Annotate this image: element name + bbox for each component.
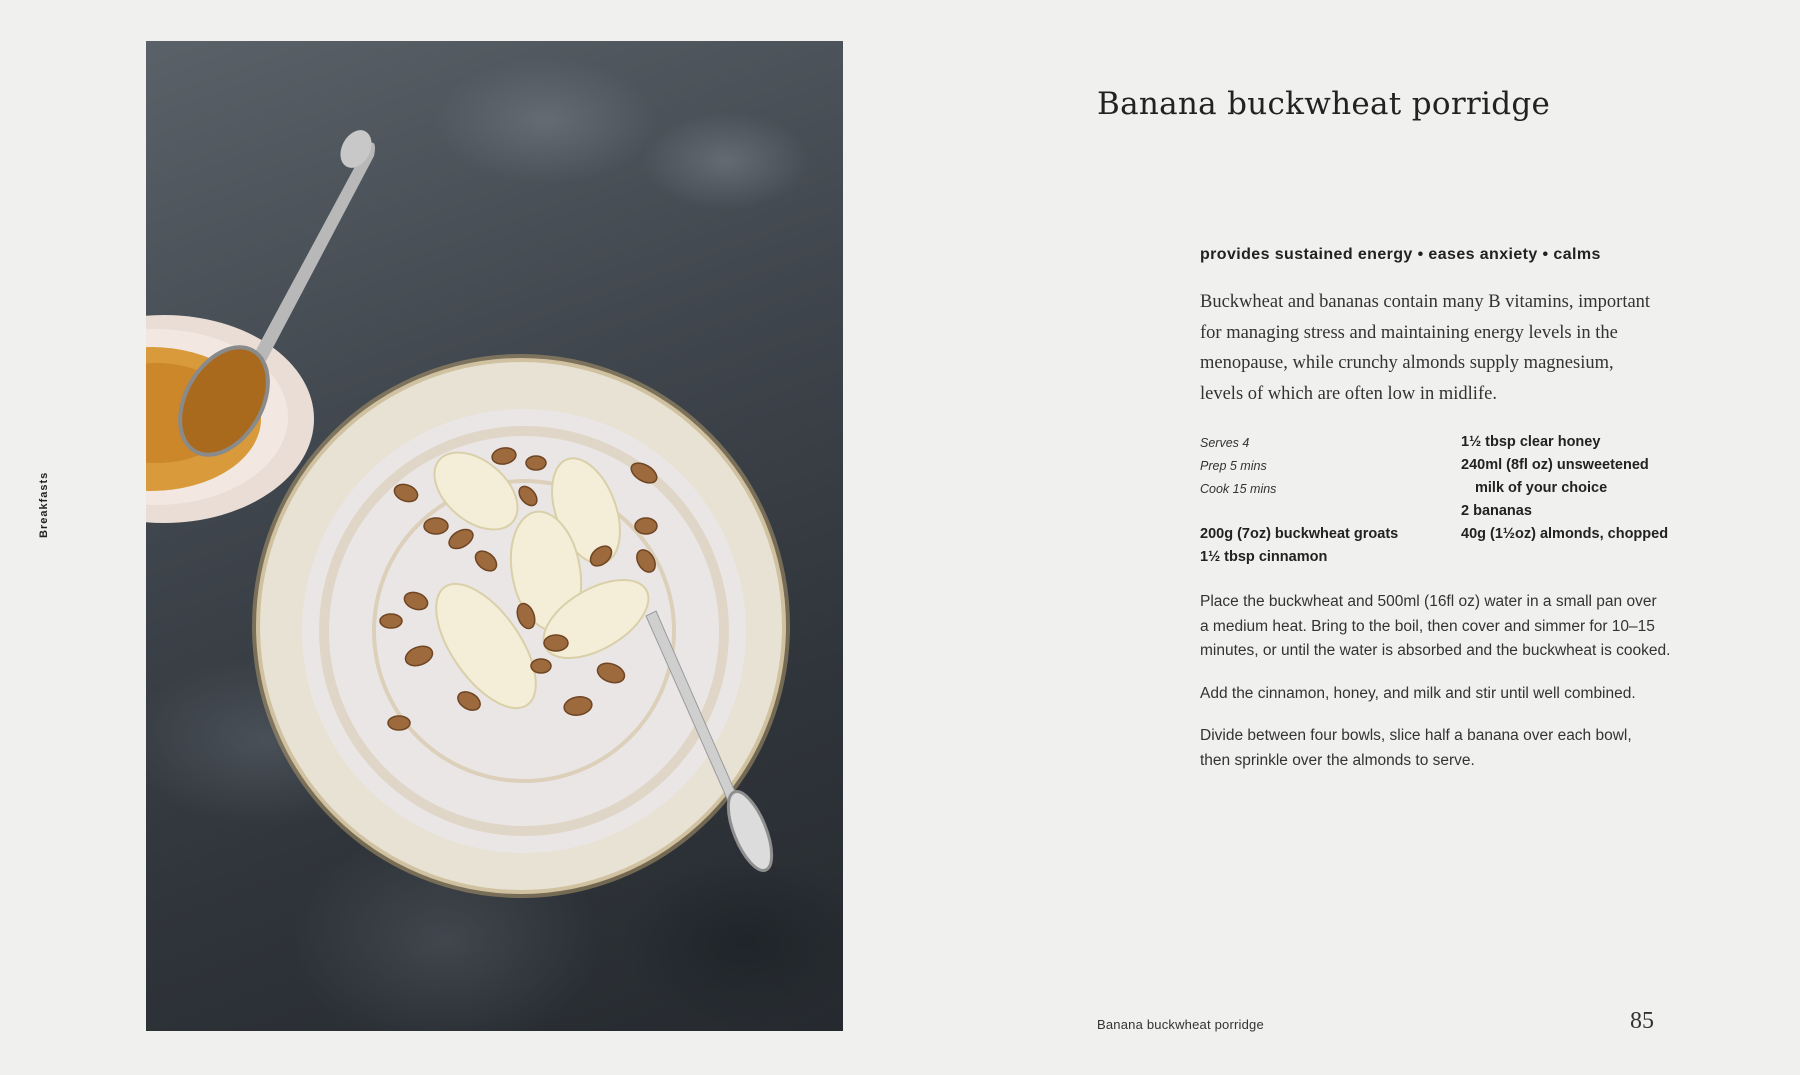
porridge-photo xyxy=(146,41,843,1031)
recipe-meta xyxy=(1200,432,1276,501)
method-step-1 xyxy=(1200,590,1720,664)
cook-time-text: Cook 15 mins xyxy=(1200,482,1277,496)
running-footer-title: Banana buckwheat porridge xyxy=(1097,1017,1264,1032)
recipe-benefits: provides sustained energy • eases anxiety • calms xyxy=(1200,246,1601,263)
ingredient-item: 40g (1½oz) almonds, chopped xyxy=(1461,526,1669,542)
ingredients-right xyxy=(1461,431,1668,546)
serves-text: Serves 4 xyxy=(1200,436,1250,450)
porridge-bowl xyxy=(256,358,786,894)
section-tab: Breakfasts xyxy=(38,471,50,538)
ingredient-item: milk of your choice xyxy=(1475,480,1608,496)
ingredient-item: 200g (7oz) buckwheat groats xyxy=(1200,526,1399,542)
page-number: 85 xyxy=(1630,1008,1654,1034)
ingredients-left xyxy=(1200,523,1398,569)
ingredient-item: 1½ tbsp cinnamon xyxy=(1200,549,1328,565)
ingredient-item: 2 bananas xyxy=(1461,503,1532,519)
intro-line: for managing stress and maintaining energy levels in the xyxy=(1200,322,1618,343)
intro-line: menopause, while crunchy almonds supply magnesium, xyxy=(1200,353,1614,374)
method-line: then sprinkle over the almonds to serve. xyxy=(1200,751,1475,769)
method-line: minutes, or until the water is absorbed and the buckwheat is cooked. xyxy=(1200,642,1671,659)
method-step-2 xyxy=(1200,682,1720,707)
intro-line: Buckwheat and bananas contain many B vitamins, important xyxy=(1200,292,1651,312)
method-step-3 xyxy=(1200,724,1720,773)
ingredient-item: 1½ tbsp clear honey xyxy=(1461,434,1601,450)
recipe-intro xyxy=(1200,287,1720,410)
intro-line: levels of which are often low in midlife. xyxy=(1200,384,1497,405)
method-line: Place the buckwheat and 500ml (16fl oz) water in a small pan over xyxy=(1200,593,1657,610)
method-line: a medium heat. Bring to the boil, then cover and simmer for 10–15 xyxy=(1200,617,1655,635)
prep-time-text: Prep 5 mins xyxy=(1200,459,1267,473)
ingredient-item: 240ml (8fl oz) unsweetened xyxy=(1461,457,1649,473)
recipe-method xyxy=(1200,590,1720,791)
method-line: Divide between four bowls, slice half a banana over each bowl, xyxy=(1200,727,1632,744)
recipe-title: Banana buckwheat porridge xyxy=(1097,86,1551,122)
porridge-illustration xyxy=(146,41,843,1031)
method-line: Add the cinnamon, honey, and milk and stir until well combined. xyxy=(1200,684,1636,702)
